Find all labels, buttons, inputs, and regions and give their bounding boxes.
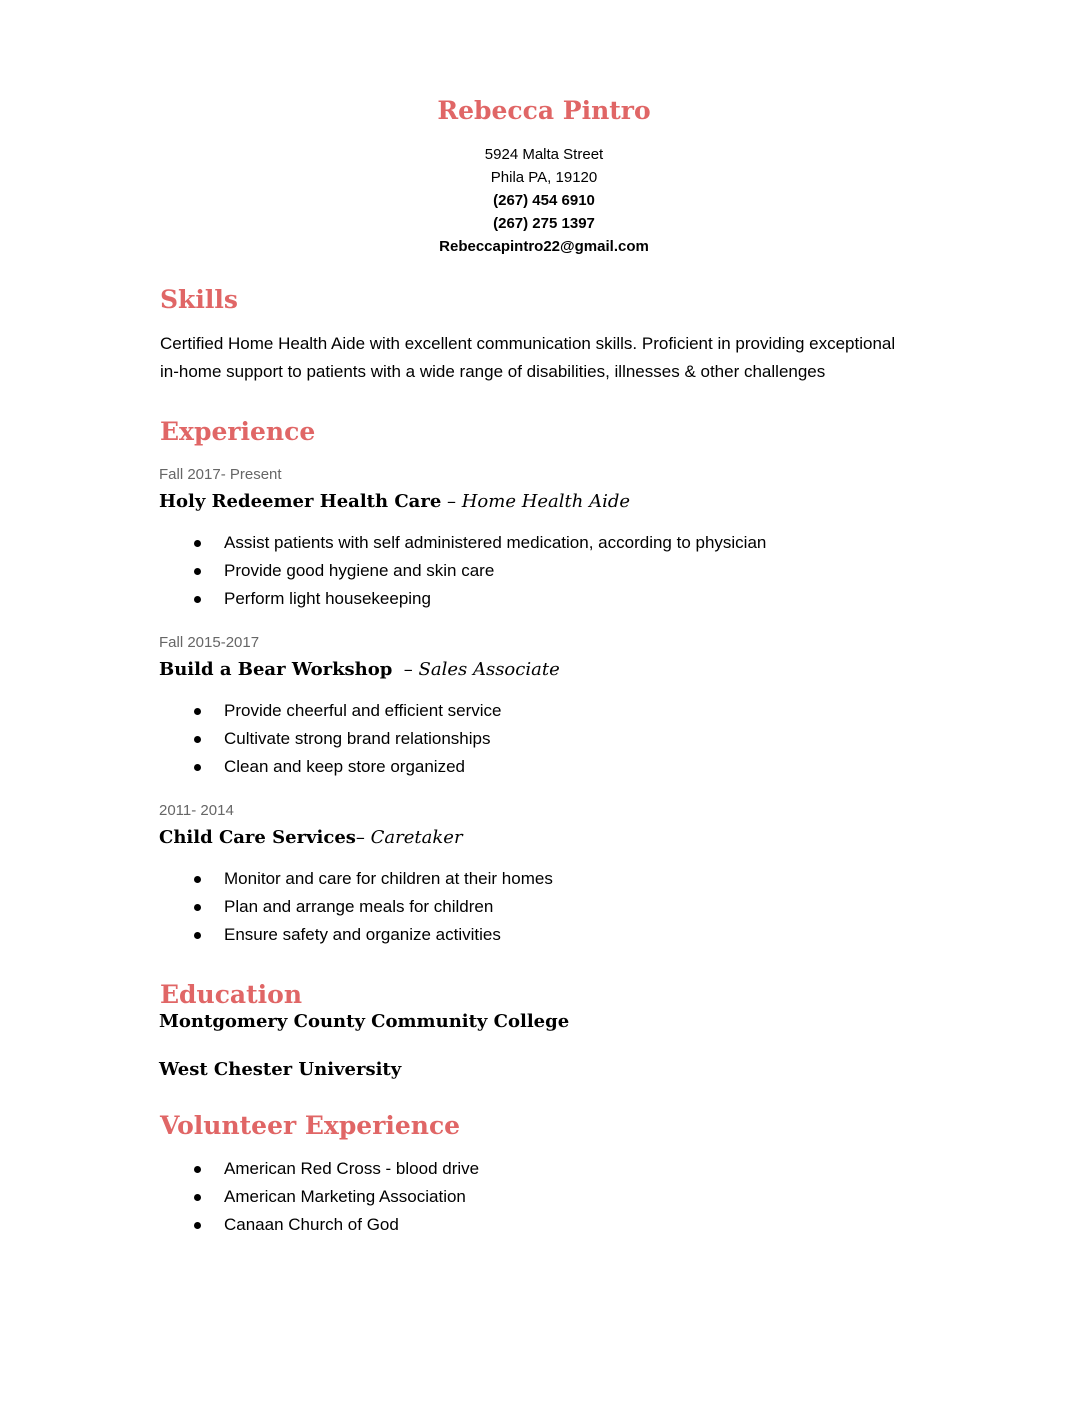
list-item-text: Cultivate strong brand relationships <box>224 729 491 748</box>
education-heading: Education <box>160 980 303 1009</box>
job-role: Caretaker <box>370 827 463 848</box>
address-line-2: Phila PA, 19120 <box>490 169 598 186</box>
volunteer-list <box>190 1155 479 1239</box>
skills-heading: Skills <box>160 285 238 314</box>
list-item-text: Canaan Church of God <box>224 1215 399 1234</box>
job-role: Home Health Aide <box>461 491 631 512</box>
job-role: Sales Associate <box>418 659 560 680</box>
email-address: Rebeccapintro22@gmail.com <box>439 238 649 255</box>
list-item-text: Ensure safety and organize activities <box>224 925 501 944</box>
list-item <box>190 893 553 921</box>
list-item <box>190 1183 479 1211</box>
job-organization: Holy Redeemer Health Care <box>159 491 442 512</box>
bullet-icon <box>194 1194 201 1201</box>
list-item <box>190 921 553 949</box>
list-item-text: Provide cheerful and efficient service <box>224 701 502 720</box>
list-item <box>190 1211 479 1239</box>
list-item <box>190 557 766 585</box>
skills-summary-line-1: Certified Home Health Aide with excellent communication skills. Proficient in providing exceptional <box>160 334 896 353</box>
list-item-text: Perform light housekeeping <box>224 589 431 608</box>
job-dates: Fall 2017- Present <box>159 466 282 483</box>
phone-secondary: (267) 275 1397 <box>493 215 595 232</box>
job-separator: – <box>355 827 371 848</box>
job-separator: – <box>441 491 462 512</box>
list-item <box>190 1155 479 1183</box>
list-item-text: Provide good hygiene and skin care <box>224 561 495 580</box>
phone-primary: (267) 454 6910 <box>493 192 595 209</box>
address-line-1: 5924 Malta Street <box>484 146 604 163</box>
contact-block <box>0 143 1088 258</box>
list-item-text: American Red Cross - blood drive <box>224 1159 480 1178</box>
education-school: West Chester University <box>159 1059 402 1080</box>
volunteer-heading: Volunteer Experience <box>160 1111 461 1140</box>
job-organization: Child Care Services <box>159 827 356 848</box>
experience-heading: Experience <box>160 417 316 446</box>
skills-summary <box>160 330 940 386</box>
bullet-icon <box>194 736 201 743</box>
resume-name: Rebecca Pintro <box>437 96 651 125</box>
bullet-icon <box>194 932 201 939</box>
job-dates: Fall 2015-2017 <box>159 634 260 651</box>
list-item-text: Clean and keep store organized <box>224 757 465 776</box>
bullet-icon <box>194 540 201 547</box>
list-item <box>190 585 766 613</box>
bullet-icon <box>194 568 201 575</box>
job-title-line <box>159 825 463 851</box>
bullet-icon <box>194 876 201 883</box>
bullet-icon <box>194 764 201 771</box>
bullet-icon <box>194 1166 201 1173</box>
list-item <box>190 725 502 753</box>
bullet-icon <box>194 596 201 603</box>
job-organization: Build a Bear Workshop <box>159 659 393 680</box>
list-item-text: Plan and arrange meals for children <box>224 897 494 916</box>
job-title-line <box>159 489 630 515</box>
list-item <box>190 753 502 781</box>
job-duties-list <box>190 865 553 949</box>
job-duties-list <box>190 529 766 613</box>
job-dates: 2011- 2014 <box>159 802 234 819</box>
list-item-text: Monitor and care for children at their homes <box>224 869 553 888</box>
list-item <box>190 865 553 893</box>
bullet-icon <box>194 708 201 715</box>
list-item <box>190 697 502 725</box>
job-title-line <box>159 657 560 683</box>
bullet-icon <box>194 1222 201 1229</box>
list-item-text: American Marketing Association <box>224 1187 466 1206</box>
list-item-text: Assist patients with self administered medication, according to physician <box>224 533 767 552</box>
job-duties-list <box>190 697 502 781</box>
bullet-icon <box>194 904 201 911</box>
education-school: Montgomery County Community College <box>159 1011 570 1032</box>
job-separator: – <box>392 659 419 680</box>
skills-summary-line-2: in-home support to patients with a wide range of disabilities, illnesses & other challenges <box>160 362 826 381</box>
list-item <box>190 529 766 557</box>
